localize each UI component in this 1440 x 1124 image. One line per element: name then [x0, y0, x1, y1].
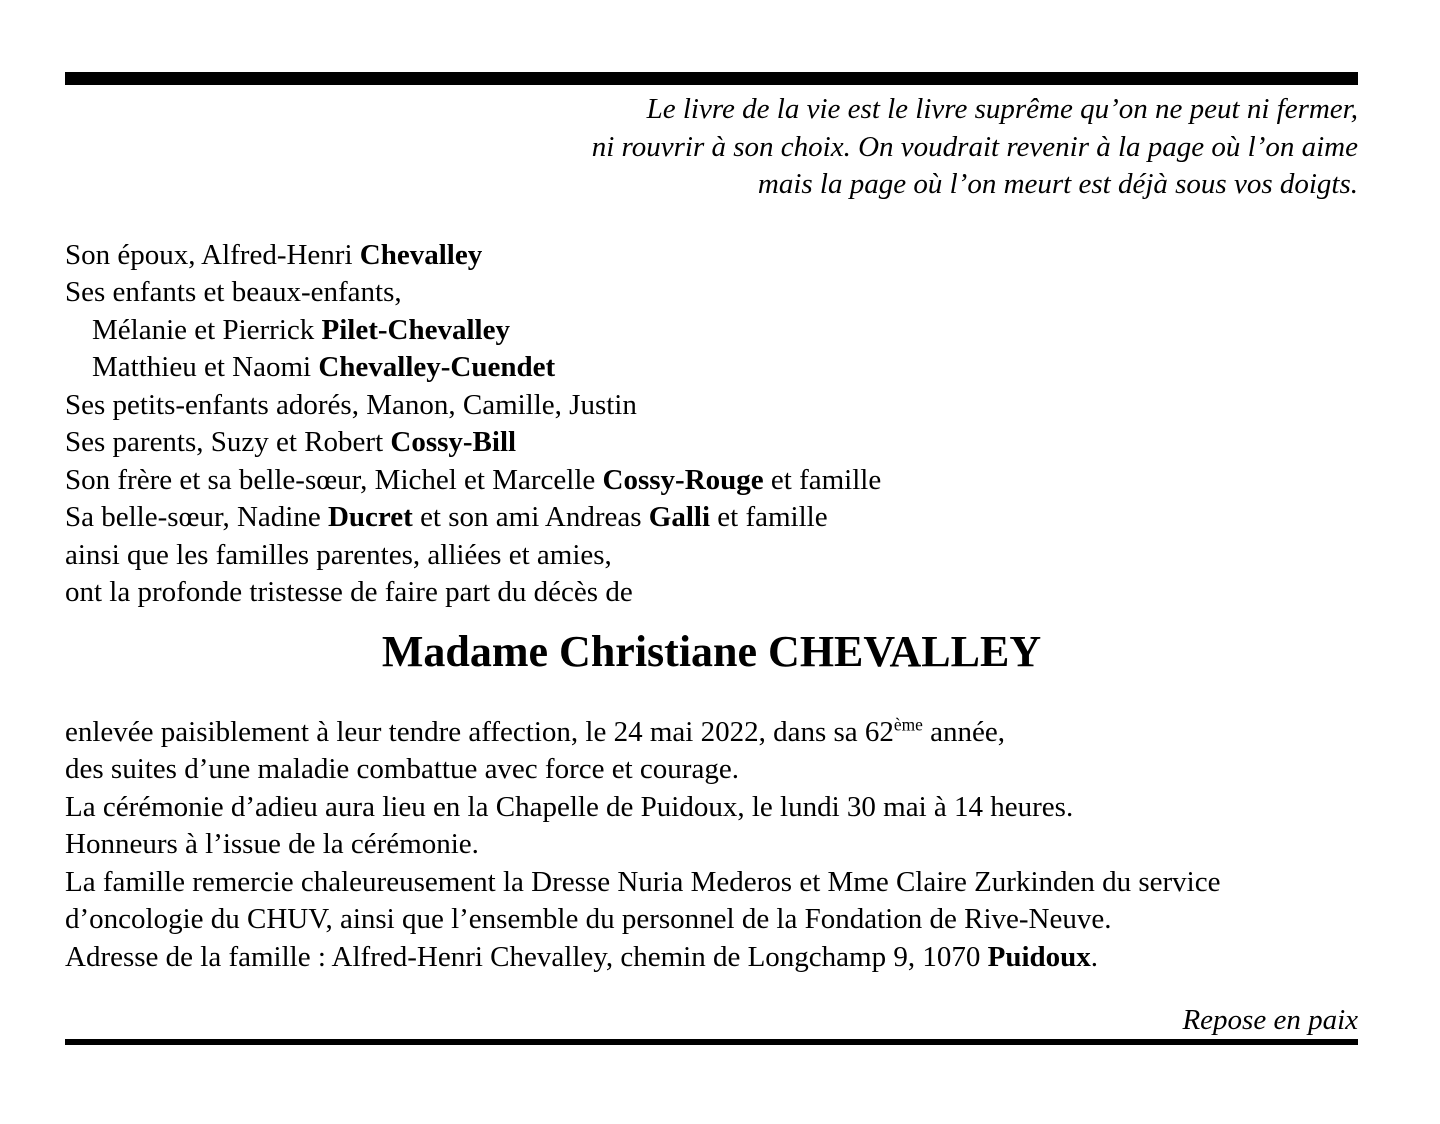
- text-segment: Sa belle-sœur, Nadine: [65, 501, 328, 533]
- surname-bold: Cossy-Rouge: [602, 463, 764, 496]
- family-line: [65, 537, 1358, 575]
- funeral-details: [65, 714, 1358, 977]
- closing-phrase: Repose en paix: [1182, 1004, 1358, 1036]
- family-line: [65, 387, 1358, 425]
- top-rule: [65, 72, 1358, 85]
- text-segment: Son époux, Alfred-Henri: [65, 238, 360, 271]
- epigraph-line: Le livre de la vie est le livre suprême qu’on ne peut ni fermer,: [646, 93, 1358, 125]
- text-segment: Ses parents, Suzy et Robert: [65, 426, 391, 458]
- details-line: [65, 864, 1358, 902]
- deceased-name-title: Madame Christiane CHEVALLEY: [381, 626, 1042, 676]
- surname-bold: Galli: [648, 501, 711, 533]
- epigraph: [65, 91, 1358, 204]
- text-segment: La famille remercie chaleureusement la Dresse Nuria Mederos et Mme Claire Zurkinden du service: [65, 865, 1221, 898]
- surname-bold: Pilet-Chevalley: [321, 313, 510, 346]
- bottom-rule: [65, 1039, 1358, 1045]
- family-line: [65, 237, 1358, 275]
- details-line: [65, 751, 1358, 789]
- text-segment: Ses petits-enfants adorés, Manon, Camille, Justin: [65, 388, 637, 421]
- text-segment: ont la profonde tristesse de faire part du décès de: [65, 576, 633, 608]
- family-line: [65, 274, 1358, 312]
- details-line: [65, 901, 1358, 939]
- family-line: [65, 349, 1358, 387]
- family-announcement: [65, 237, 1358, 612]
- text-segment: et famille: [710, 501, 828, 533]
- epigraph-line: ni rouvrir à son choix. On voudrait revenir à la page où l’on aime: [591, 130, 1358, 163]
- text-segment: année,: [922, 715, 1005, 748]
- text-segment: d’oncologie du CHUV, ainsi que l’ensemble du personnel de la Fondation de Rive-Neuve.: [65, 903, 1112, 935]
- text-segment: Adresse de la famille : Alfred-Henri Chevalley, chemin de Longchamp 9, 1070: [65, 940, 988, 973]
- family-line: [65, 499, 1358, 537]
- text-segment: des suites d’une maladie combattue avec force et courage.: [65, 753, 739, 785]
- text-segment: Ses enfants et beaux-enfants,: [65, 276, 402, 308]
- text-segment: ainsi que les familles parentes, alliées et amies,: [65, 538, 612, 571]
- details-line: [65, 826, 1358, 864]
- text-segment: enlevée paisiblement à leur tendre affection, le 24 mai 2022, dans sa 62: [65, 715, 894, 748]
- details-line: [65, 939, 1358, 977]
- surname-bold: Cossy-Bill: [390, 426, 517, 458]
- details-line: [65, 789, 1358, 827]
- surname-bold: Puidoux: [987, 940, 1091, 973]
- obituary-content: [65, 0, 1358, 1045]
- text-segment: Son frère et sa belle-sœur, Michel et Marcelle: [65, 463, 603, 496]
- text-segment: .: [1090, 940, 1099, 973]
- details-line: [65, 714, 1358, 752]
- family-line: [65, 462, 1358, 500]
- family-line: [65, 424, 1358, 462]
- text-segment: et son ami Andreas: [412, 501, 649, 533]
- family-line: [65, 312, 1358, 350]
- surname-bold: Chevalley: [359, 238, 483, 271]
- text-segment: et famille: [763, 463, 882, 496]
- ordinal-superscript: ème: [893, 713, 923, 734]
- surname-bold: Ducret: [327, 501, 413, 533]
- text-segment: Mélanie et Pierrick: [92, 313, 322, 346]
- surname-bold: Chevalley-Cuendet: [318, 351, 556, 383]
- text-segment: Honneurs à l’issue de la cérémonie.: [65, 828, 479, 860]
- text-segment: La cérémonie d’adieu aura lieu en la Chapelle de Puidoux, le lundi 30 mai à 14 heures.: [65, 790, 1074, 823]
- family-line: [65, 574, 1358, 612]
- text-segment: Matthieu et Naomi: [92, 351, 319, 383]
- epigraph-line: mais la page où l’on meurt est déjà sous vos doigts.: [757, 168, 1358, 200]
